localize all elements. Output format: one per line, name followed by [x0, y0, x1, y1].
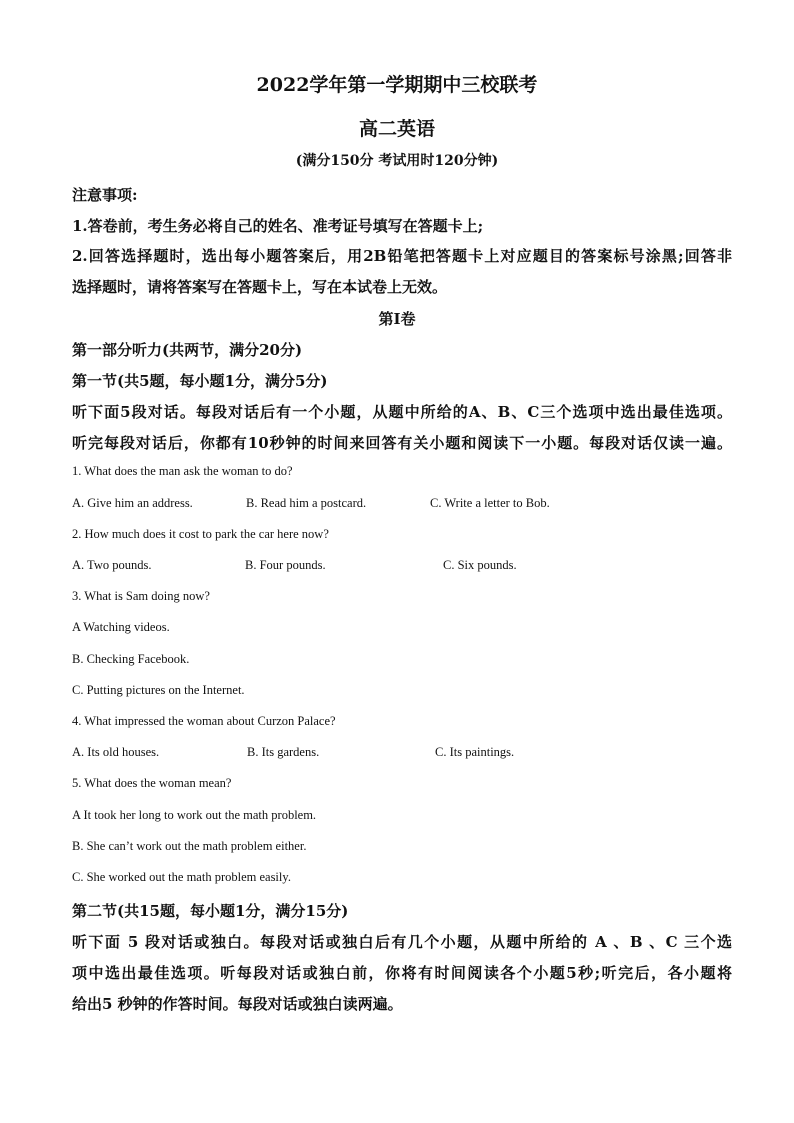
question-5-option-a: A It took her long to work out the math problem.	[72, 808, 317, 822]
section2-heading: 第二节(共15题，每小题1分，满分15分)	[72, 902, 349, 920]
question-1-stem: 1. What does the man ask the woman to do?	[72, 464, 293, 478]
question-2-option-b: B. Four pounds.	[245, 558, 326, 572]
question-4-stem: 4. What impressed the woman about Curzon Palace?	[72, 714, 336, 728]
part1-heading: 第一部分听力(共两节，满分20分)	[72, 341, 303, 359]
question-2-stem: 2. How much does it cost to park the car here now?	[72, 527, 329, 541]
notice-item-1: 1.答卷前，考生务必将自己的姓名、准考证号填写在答题卡上;	[72, 217, 484, 235]
notice-heading: 注意事项:	[72, 186, 138, 204]
question-5-stem: 5. What does the woman mean?	[72, 776, 232, 790]
question-4-option-a: A. Its old houses.	[72, 745, 160, 759]
question-3-option-a: A Watching videos.	[72, 620, 170, 634]
question-2-option-a: A. Two pounds.	[72, 558, 152, 572]
section1-heading: 第一节(共5题，每小题1分，满分5分)	[72, 372, 328, 390]
question-3-option-b: B. Checking Facebook.	[72, 652, 190, 666]
exam-meta: (满分150分 考试用时120分钟)	[295, 153, 499, 169]
question-4-option-b: B. Its gardens.	[247, 745, 320, 759]
question-5-option-b: B. She can’t work out the math problem either.	[72, 839, 307, 853]
exam-subject: 高二英语	[358, 118, 435, 140]
question-3-option-c: C. Putting pictures on the Internet.	[72, 683, 245, 697]
question-1-option-a: A. Give him an address.	[72, 496, 193, 510]
volume-heading: 第I卷	[378, 310, 416, 328]
section2-instruction-line-1: 听下面 5 段对话或独白。每段对话或独白后有几个小题，从题中所给的 A 、B 、C 三个选	[72, 933, 732, 951]
exam-title: 2022学年第一学期期中三校联考	[256, 74, 538, 96]
section2-instruction-line-3: 给出5 秒钟的作答时间。每段对话或独白读两遍。	[72, 995, 403, 1013]
section2-instruction-line-2: 项中选出最佳选项。听每段对话或独白前，你将有时间阅读各个小题5秒;听完后，各小题将	[72, 964, 732, 982]
question-1-option-c: C. Write a letter to Bob.	[430, 496, 550, 510]
question-4-option-c: C. Its paintings.	[435, 745, 515, 759]
notice-item-2-line-2: 选择题时，请将答案写在答题卡上，写在本试卷上无效。	[72, 278, 448, 296]
notice-item-2-line-1: 2.回答选择题时，选出每小题答案后，用2B铅笔把答题卡上对应题目的答案标号涂黑;回答非	[72, 247, 732, 265]
question-1-option-b: B. Read him a postcard.	[246, 496, 367, 510]
question-5-option-c: C. She worked out the math problem easily.	[72, 870, 291, 884]
section1-instruction-line-1: 听下面5段对话。每段对话后有一个小题，从题中所给的A、B、C三个选项中选出最佳选项。	[72, 403, 732, 421]
question-2-option-c: C. Six pounds.	[443, 558, 517, 572]
section1-instruction-line-2: 听完每段对话后，你都有10秒钟的时间来回答有关小题和阅读下一小题。每段对话仅读一遍。	[72, 434, 732, 452]
question-3-stem: 3. What is Sam doing now?	[72, 589, 210, 603]
